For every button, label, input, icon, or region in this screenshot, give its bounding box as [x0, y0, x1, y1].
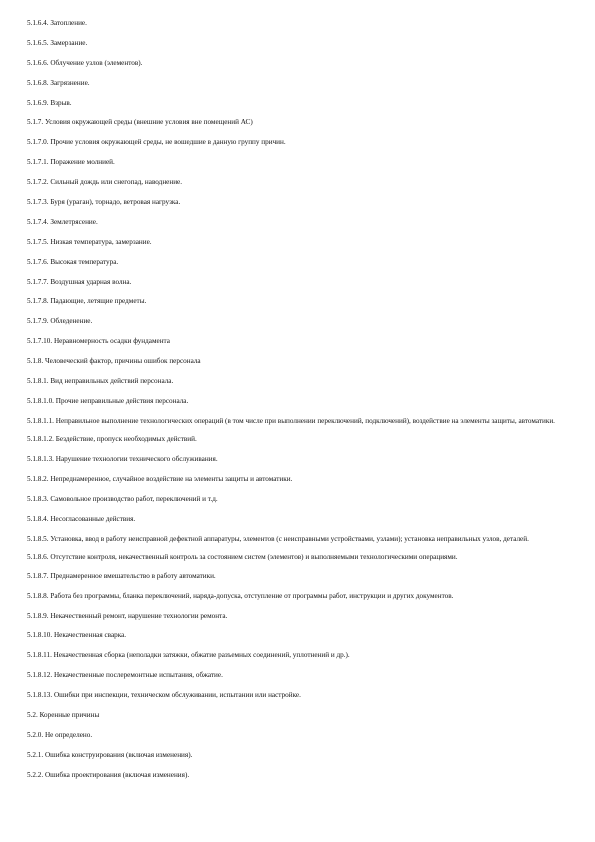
text-line: 5.1.8.3. Самовольное производство работ, переключений и т.д. [27, 494, 218, 503]
text-line: 5.1.8.1.0. Прочие неправильные действия персонала. [27, 396, 189, 405]
text-line: 5.1.6.5. Замерзание. [27, 38, 88, 47]
text-line: 5.1.6.6. Облучение узлов (элементов). [27, 58, 143, 67]
text-line: 5.2.1. Ошибка конструирования (включая изменения). [27, 750, 193, 759]
text-line: 5.1.8.9. Некачественный ремонт, нарушение технологии ремонта. [27, 611, 228, 620]
text-line: 5.1.8.1.2. Бездействие, пропуск необходимых действий. [27, 435, 197, 444]
text-line: 5.1.7.1. Поражение молнией. [27, 158, 115, 167]
text-line: 5.1.8.2. Непреднамеренное, случайное воздействие на элементы защиты и автоматики. [27, 475, 293, 484]
text-line: 5.1.7.6. Высокая температура. [27, 257, 119, 266]
text-line: 5.1.7.3. Буря (ураган), торнадо, ветровая нагрузка. [27, 198, 181, 207]
section-heading: 5.1.8. Человеческий фактор, причины ошибок персонала [27, 357, 201, 366]
text-line: 5.1.7.4. Землетрясение. [27, 217, 98, 226]
text-line: 5.1.7.5. Низкая температура, замерзание. [27, 237, 152, 246]
text-line: 5.1.8.12. Некачественные послеремонтные испытания, обжатие. [27, 671, 223, 680]
text-line: 5.1.6.4. Затопление. [27, 19, 87, 27]
text-paragraph: 5.1.8.1.1. Неправильное выполнение технологических операций (в том числе при выполнении переключений, подключений), воздействие на элементы защиты, автоматики. [27, 416, 555, 425]
text-line: 5.1.7.7. Воздушная ударная волна. [27, 277, 132, 286]
text-line: 5.1.8.4. Несогласованные действия. [27, 514, 136, 523]
text-line: 5.1.7.0. Прочие условия окружающей среды, не вошедшие в данную группу причин. [27, 138, 286, 147]
text-line: 5.2.0. Не определено. [27, 730, 93, 739]
text-paragraph: 5.1.8.5. Установка, ввод в работу неисправной дефектной аппаратуры, элементов (с неисправными устройствами, узлами); установка неправильных узлов, деталей. [27, 534, 529, 543]
text-line: 5.1.8.7. Преднамеренное вмешательство в работу автоматики. [27, 571, 216, 580]
text-line: 5.1.8.8. Работа без программы, бланка переключений, наряда-допуска, отступление от программы работ, инструкции и других документов. [27, 591, 454, 600]
text-line: 5.1.7.10. Неравномерность осадки фундамента [27, 337, 170, 346]
text-line: 5.1.8.10. Некачественная сварка. [27, 631, 127, 640]
text-line: 5.1.6.9. Взрыв. [27, 98, 72, 107]
text-line: 5.1.8.1.3. Нарушение технологии технического обслуживания. [27, 455, 218, 464]
document-page [27, 19, 572, 791]
text-line: 5.2.2. Ошибка проектирования (включая изменения). [27, 770, 190, 779]
text-line: 5.1.8.1. Вид неправильных действий персонала. [27, 377, 174, 386]
section-heading: 5.1.7. Условия окружающей среды (внешние условия вне помещений АС) [27, 118, 253, 127]
text-line: 5.1.6.8. Загрязнение. [27, 78, 90, 87]
text-paragraph: 5.1.8.6. Отсутствие контроля, некачественный контроль за состоянием систем (элементов) и выполняемыми технологическими операциями. [27, 553, 458, 562]
text-line: 5.1.8.13. Ошибки при инспекции, техническом обслуживании, испытании или настройке. [27, 691, 301, 700]
text-line: 5.1.7.2. Сильный дождь или снегопад, наводнение. [27, 178, 183, 187]
text-line: 5.1.7.9. Обледенение. [27, 317, 93, 326]
section-heading: 5.2. Коренные причины [27, 711, 100, 719]
text-line: 5.1.7.8. Падающие, летящие предметы. [27, 297, 147, 306]
text-line: 5.1.8.11. Некачественная сборка (неполадки затяжки, обжатие разъемных соединений, уплотнений и др.). [27, 651, 350, 660]
